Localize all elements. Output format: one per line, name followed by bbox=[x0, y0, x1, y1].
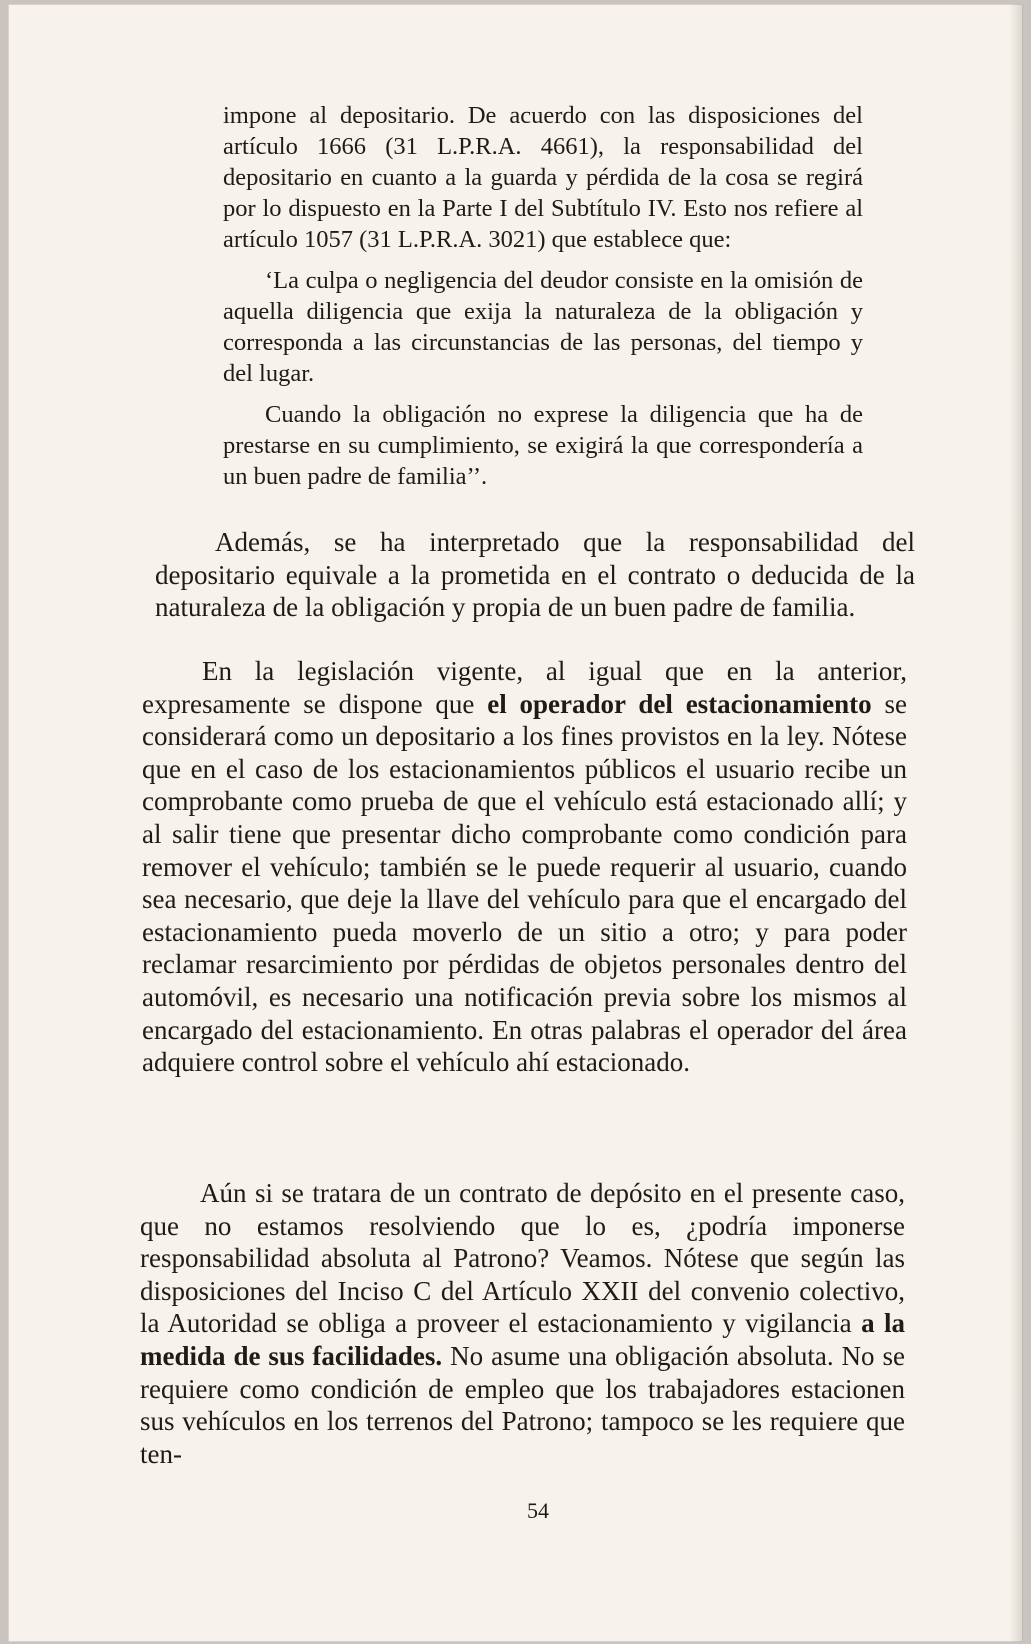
paragraph-block-3 bbox=[142, 655, 907, 1093]
paragraph-contrato bbox=[140, 1177, 905, 1470]
intro-block bbox=[223, 100, 863, 502]
quote-paragraph-2: Cuando la obligación no exprese la diligencia que ha de prestarse en su cumplimiento, se exigirá la que correspondería a un buen padre de familia’’. bbox=[223, 401, 863, 490]
paragraph-intro: impone al depositario. De acuerdo con las disposiciones del artículo 1666 (31 L.P.R.A. 4661), la responsabilidad del depositario en cuanto a la guarda y pérdida de la cosa se regirá por lo dispuesto en la Parte I del Subtítulo IV. Esto nos refiere al artículo 1057 (31 L.P.R.A. 3021) que establece que: bbox=[223, 102, 863, 253]
paragraph-ademas: Además, se ha interpretado que la responsabilidad del depositario equivale a la prometida en el contrato o deducida de la naturaleza de la obligación y propia de un buen padre de familia. bbox=[155, 527, 915, 622]
paragraph-block-2 bbox=[155, 526, 915, 624]
document-page bbox=[8, 4, 1023, 1642]
page-number: 54 bbox=[527, 1498, 549, 1523]
quote-paragraph-1: ‘La culpa o negligencia del deudor consiste en la omisión de aquella diligencia que exija la naturaleza de la obligación y corresponda a las circunstancias de las personas, del tiempo y del lugar. bbox=[223, 267, 863, 387]
paragraph-legislacion-rest: se considerará como un depositario a los fines provistos en la ley. Nótese que en el caso de los estacionamientos públicos el usuario recibe un comprobante como prueba de que el vehículo está estacionado allí; y al salir tiene que presentar dicho comprobante como condición para remover el vehículo; también se le puede requerir al usuario, cuando sea necesario, que deje la llave del vehículo para que el encargado del estacionamiento pueda moverlo de un sitio a otro; y para poder reclamar resarcimiento por pérdidas de objetos personales dentro del automóvil, es necesario una notificación previa sobre los mismos al encargado del estacionamiento. En otras palabras el operador del área adquiere control sobre el vehículo ahí estacionado. bbox=[142, 688, 907, 1078]
paragraph-contrato-start: Aún si se tratara de un contrato de depósito en el presente caso, que no estamos resolviendo que lo es, ¿podría imponerse responsabilidad absoluta al Patrono? Veamos. Nótese que según las disposiciones del Inciso C del Artículo XXII del convenio colectivo, la Autoridad se obliga a proveer el estacionamiento y vigilancia bbox=[140, 1178, 905, 1339]
bold-phrase-medida: a la medida de sus facilidades. bbox=[140, 1308, 905, 1371]
paragraph-legislacion bbox=[142, 655, 907, 1079]
paragraph-legislacion-start: En la legislación vigente, al igual que en la anterior, expresamente se dispone que bbox=[142, 656, 907, 719]
paragraph-contrato-rest: No asume una obligación absoluta. No se requiere como condición de empleo que los trabajadores estacionen sus vehículos en los terrenos del Patrono; tampoco se les requiere que ten- bbox=[140, 1340, 906, 1469]
paragraph-block-4 bbox=[140, 1177, 905, 1470]
bold-phrase-operador: el operador del estacionamiento bbox=[487, 688, 872, 719]
